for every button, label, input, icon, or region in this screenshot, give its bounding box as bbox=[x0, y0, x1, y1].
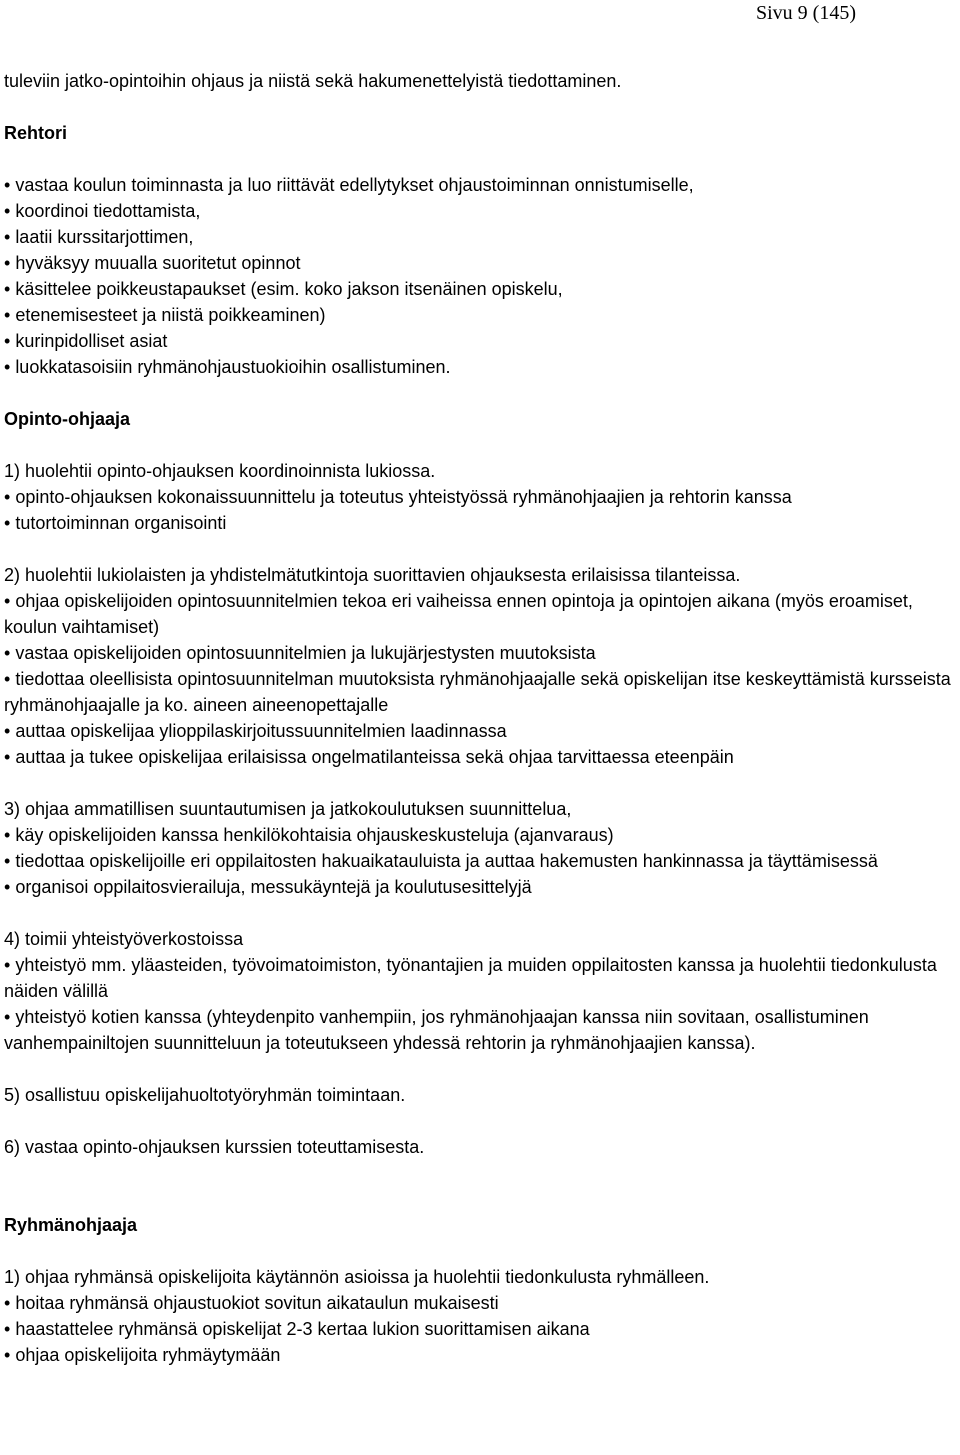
list-item: • tiedottaa opiskelijoille eri oppilaitosten hakuaikatauluista ja auttaa hakemusten hankinnassa ja täyttämisessä bbox=[4, 848, 956, 874]
rehtori-list bbox=[4, 172, 956, 380]
section-title: 5) osallistuu opiskelijahuoltotyöryhmän toimintaan. bbox=[4, 1085, 406, 1105]
heading-opinto-ohjaaja: Opinto-ohjaaja bbox=[4, 409, 130, 429]
list-item: • etenemisesteet ja niistä poikkeaminen) bbox=[4, 302, 956, 328]
list-item: • käsittelee poikkeustapaukset (esim. koko jakson itsenäinen opiskelu, bbox=[4, 276, 956, 302]
section-title: 1) huolehtii opinto-ohjauksen koordinoinnista lukiossa. bbox=[4, 461, 436, 481]
list-item: • vastaa opiskelijoiden opintosuunnitelmien ja lukujärjestysten muutoksista bbox=[4, 640, 956, 666]
section-title: 4) toimii yhteistyöverkostoissa bbox=[4, 929, 244, 949]
list-item: • koordinoi tiedottamista, bbox=[4, 198, 956, 224]
list-item: • tiedottaa oleellisista opintosuunnitelman muutoksista ryhmänohjaajalle sekä opiskelijan itse keskeyttämistä kursseista ryhmänohjaajalle ja ko. aineen aineenopettajalle bbox=[4, 666, 956, 718]
list-item: • haastattelee ryhmänsä opiskelijat 2-3 kertaa lukion suorittamisen aikana bbox=[4, 1316, 956, 1342]
list-item: • laatii kurssitarjottimen, bbox=[4, 224, 956, 250]
list-item: • yhteistyö kotien kanssa (yhteydenpito vanhempiin, jos ryhmänohjaajan kanssa niin sovitaan, osallistuminen vanhempainiltojen suunnitteluun ja toteutukseen yhdessä rehtorin ja ryhmänohjaajien kanssa). bbox=[4, 1004, 956, 1056]
list-item: • auttaa ja tukee opiskelijaa erilaisissa ongelmatilanteissa sekä ohjaa tarvittaessa eteenpäin bbox=[4, 744, 956, 770]
list-item: • käy opiskelijoiden kanssa henkilökohtaisia ohjauskeskusteluja (ajanvaraus) bbox=[4, 822, 956, 848]
list-item: • luokkatasoisiin ryhmänohjaustuokioihin osallistuminen. bbox=[4, 354, 956, 380]
section-title: 6) vastaa opinto-ohjauksen kurssien toteuttamisesta. bbox=[4, 1137, 425, 1157]
list-item: • yhteistyö mm. yläasteiden, työvoimatoimiston, työnantajien ja muiden oppilaitosten kanssa ja huolehtii tiedonkulusta näiden välillä bbox=[4, 952, 956, 1004]
list-item: • hoitaa ryhmänsä ohjaustuokiot sovitun aikataulun mukaisesti bbox=[4, 1290, 956, 1316]
heading-ryhmanohjaaja: Ryhmänohjaaja bbox=[4, 1215, 138, 1235]
section-title: 3) ohjaa ammatillisen suuntautumisen ja jatkokoulutuksen suunnittelua, bbox=[4, 799, 572, 819]
list-item: • ohjaa opiskelijoita ryhmäytymään bbox=[4, 1342, 956, 1368]
list-item: • tutortoiminnan organisointi bbox=[4, 510, 956, 536]
intro-line: tuleviin jatko-opintoihin ohjaus ja niistä sekä hakumenettelyistä tiedottaminen. bbox=[4, 71, 622, 91]
list-item: • hyväksyy muualla suoritetut opinnot bbox=[4, 250, 956, 276]
list-item: • organisoi oppilaitosvierailuja, messukäyntejä ja koulutusesittelyjä bbox=[4, 874, 956, 900]
section-title: 1) ohjaa ryhmänsä opiskelijoita käytännön asioissa ja huolehtii tiedonkulusta ryhmälleen. bbox=[4, 1267, 710, 1287]
section-title: 2) huolehtii lukiolaisten ja yhdistelmätutkintoja suorittavien ohjauksesta erilaisissa tilanteissa. bbox=[4, 565, 741, 585]
heading-rehtori: Rehtori bbox=[4, 123, 67, 143]
list-item: • auttaa opiskelijaa ylioppilaskirjoitussuunnitelmien laadinnassa bbox=[4, 718, 956, 744]
document-body bbox=[4, 68, 956, 1368]
list-item: • vastaa koulun toiminnasta ja luo riittävät edellytykset ohjaustoiminnan onnistumiselle, bbox=[4, 172, 956, 198]
list-item: • opinto-ohjauksen kokonaissuunnittelu ja toteutus yhteistyössä ryhmänohjaajien ja rehtorin kanssa bbox=[4, 484, 956, 510]
list-item: • kurinpidolliset asiat bbox=[4, 328, 956, 354]
page-number: Sivu 9 (145) bbox=[756, 2, 856, 24]
list-item: • ohjaa opiskelijoiden opintosuunnitelmien tekoa eri vaiheissa ennen opintoja ja opintojen aikana (myös eroamiset, koulun vaihtamiset) bbox=[4, 588, 956, 640]
